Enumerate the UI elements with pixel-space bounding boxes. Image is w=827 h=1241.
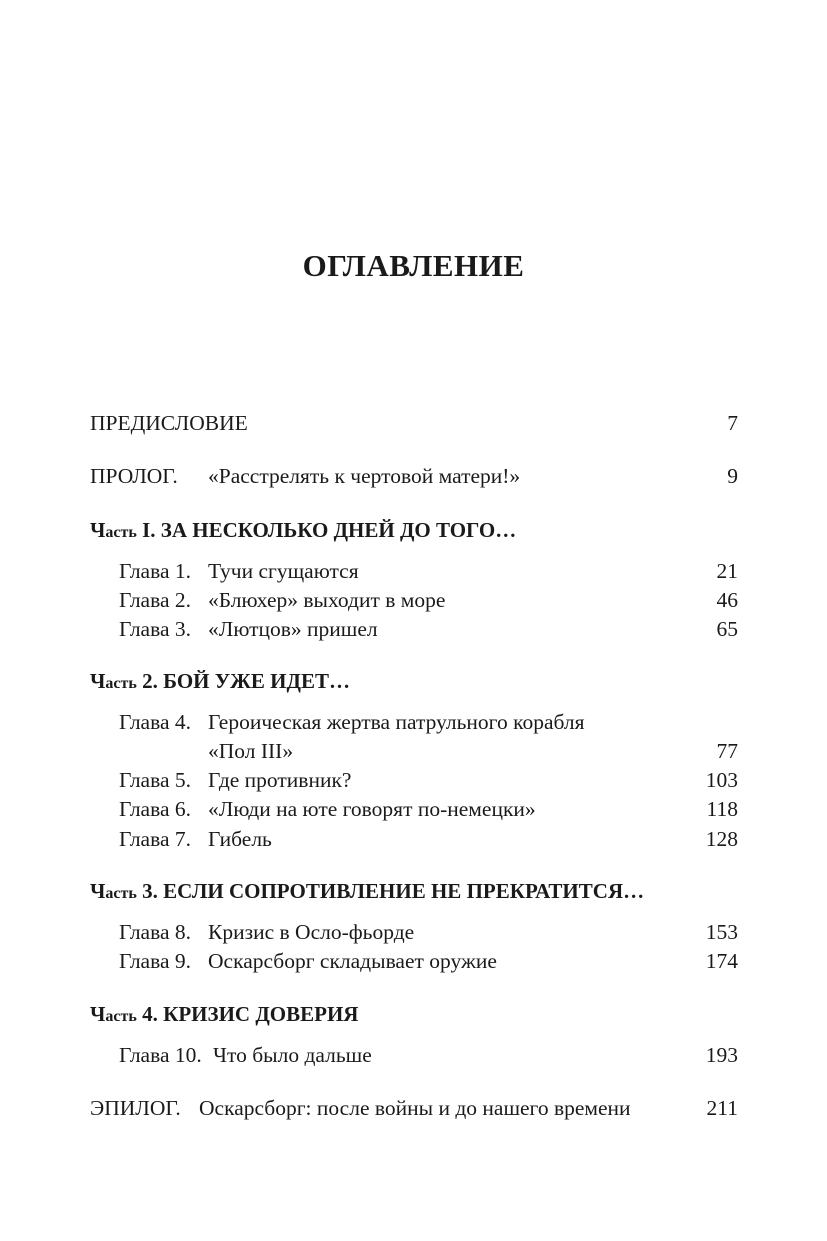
chapter-entry[interactable]: Глава 7. Гибель 128 xyxy=(119,824,738,854)
entry-title: Оскарсборг: после войны и до нашего времени xyxy=(199,1096,631,1120)
page-number: 7 xyxy=(727,411,738,435)
chapter-entry[interactable]: Глава 2. «Блюхер» выходит в море 46 xyxy=(119,585,738,615)
page-number: 211 xyxy=(706,1096,738,1120)
page-number: 118 xyxy=(706,797,738,821)
chapter-entry[interactable]: Глава 8. Кризис в Осло-фьорде 153 xyxy=(119,917,738,947)
toc-entry-preface[interactable] xyxy=(90,408,738,438)
toc-entry-prologue[interactable] xyxy=(90,461,738,491)
part-heading: Часть I. ЗА НЕСКОЛЬКО ДНЕЙ ДО ТОГО… xyxy=(90,518,517,542)
chapter-entry[interactable]: Глава 3. «Лютцов» пришел 65 xyxy=(119,614,738,644)
chapter-entry[interactable]: Глава 1. Тучи сгущаются 21 xyxy=(119,556,738,586)
entry-label: ЭПИЛОГ. xyxy=(90,1096,181,1120)
page-number: 103 xyxy=(705,768,738,792)
page-number: 174 xyxy=(705,949,738,973)
entry-label: ПРОЛОГ. xyxy=(90,464,178,488)
chapter-entry[interactable]: Глава 9. Оскарсборг складывает оружие 174 xyxy=(119,946,738,976)
chapter-entry[interactable]: Глава 4. Героическая жертва патрульного корабля xyxy=(119,710,585,734)
page-number: 21 xyxy=(716,559,738,583)
page-number: 193 xyxy=(705,1043,738,1067)
page-number: 128 xyxy=(705,827,738,851)
page-title: ОГЛАВЛЕНИЕ xyxy=(302,248,525,283)
page-number: 153 xyxy=(705,920,738,944)
page-number: 65 xyxy=(716,617,738,641)
entry-title: «Расстрелять к чертовой матери!» xyxy=(208,464,521,488)
part-heading: Часть 2. БОЙ УЖЕ ИДЕТ… xyxy=(90,669,350,693)
page-number: 46 xyxy=(716,588,738,612)
toc-entry-epilogue[interactable] xyxy=(90,1093,738,1123)
entry-label: ПРЕДИСЛОВИЕ xyxy=(90,411,248,435)
page-number: 77 xyxy=(716,739,738,763)
part-heading: Часть 4. КРИЗИС ДОВЕРИЯ xyxy=(90,1002,359,1026)
page-number: 9 xyxy=(727,464,738,488)
part-heading: Часть 3. ЕСЛИ СОПРОТИВЛЕНИЕ НЕ ПРЕКРАТИТСЯ… xyxy=(90,879,645,903)
chapter-entry[interactable]: Глава 10. Что было дальше 193 xyxy=(119,1040,738,1070)
chapter-entry[interactable]: Глава 6. «Люди на юте говорят по-немецки» 118 xyxy=(119,794,738,824)
chapter-entry[interactable]: Глава 5. Где противник? 103 xyxy=(119,765,738,795)
chapter-entry-continued[interactable]: «Пол III» 77 xyxy=(119,736,738,766)
